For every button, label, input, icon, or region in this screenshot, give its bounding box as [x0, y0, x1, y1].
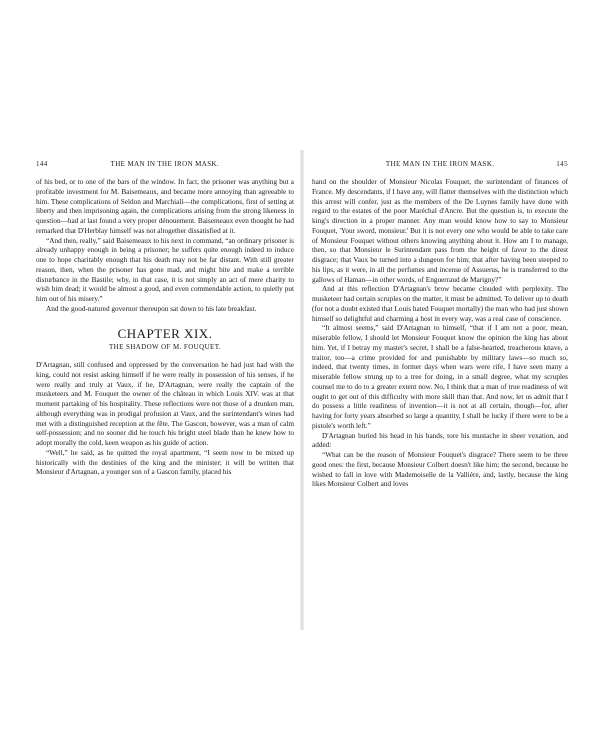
paragraph: “Well,” he said, as he quitted the royal apartment, “I seem now to be mixed up historically with the destinies of the king and the minister; it will be written that Monsieur d'Artagnan, a younger son of a Gascon family, placed his	[36, 448, 294, 477]
paragraph: “And then, really,” said Baisemeaux to his next in command, “an ordinary prisoner is already unhappy enough in being a prisoner; he suffers quite enough indeed to induce one to hope charitably enough that his death may not be far distant. With still greater reason, then, when the prisoner has gone mad, and might bite and make a terrible disturbance in the Bastile; why, in that case, it is not simply an act of mere charity to wish him dead; it would be almost a good, and even commendable action, to quietly put him out of his misery.”	[36, 236, 294, 303]
paragraph: hand on the shoulder of Monsieur Nicolas Fouquet, the surintendant of finances of France. My descendants, if I have any, will flatter themselves with the distinction which this arrest will confer, just as the members of the De Luynes family have done with regard to the estates of the poor Maréchal d'Ancre. But the question is, to execute the king's direction in a proper manner. Any man would know how to say to Monsieur Fouquet, 'Your sword, monsieur.' But it is not every one who would be able to take care of Monsieur Fouquet without others knowing anything about it. How am I to manage, then, so that Monsieur le Surintendant pass from the height of favor to the direst disgrace; that Vaux be turned into a dungeon for him; that after having been steeped to his lips, as it were, in all the perfumes and incense of Assuerus, he is transferred to the gallows of Haman—in other words, of Enguerraud de Marigny?”	[312, 178, 568, 284]
left-running-head: THE MAN IN THE IRON MASK.	[110, 160, 220, 168]
right-page-header	[312, 160, 568, 170]
chapter-subtitle: THE SHADOW OF M. FOUQUET.	[108, 343, 222, 352]
paragraph: “What can be the reason of Monsieur Fouquet's disgrace? There seem to be three good ones: the first, because Monsieur Colbert doesn't like him; the second, because he wished to fall in love with Mademoiselle de la Vallière, and, lastly, because the king likes Monsieur Colbert and loves	[312, 451, 568, 489]
chapter-title: CHAPTER XIX.	[117, 325, 213, 341]
right-page-body	[312, 178, 568, 490]
paragraph: “It almost seems,” said D'Artagnan to himself, “that if I am not a poor, mean, miserable fellow, I should let Monsieur Fouquet know the opinion the king has about him. Yet, if I betray my master's secret, I shall be a false-hearted, treacherous knave, a traitor, too—a crime provided for and punishable by military laws—so much so, indeed, that twenty times, in former days when wars were rife, I have seen many a miserable fellow strung up to a tree for doing, in a small degree, what my scruples counsel me to do to a greater extent now. No, I think that a man of true readiness of wit ought to get out of this difficulty with more skill than that. And now, let us admit that I do possess a little readiness of invention—it is not at all certain, though—for, after having for forty years absorbed so large a quantity, I shall be lucky if there were to be a pistole's worth left.”	[312, 324, 568, 430]
paragraph: D'Artagnan buried his head in his hands, tore his mustache in sheer vexation, and added:	[312, 431, 568, 450]
left-page-header	[36, 160, 294, 170]
paragraph: of his bed, or to one of the bars of the window. In fact, the prisoner was anything but a profitable investment for M. Baisemeaux, and became more annoying than agreeable to him. These complications of Seldon and Marchiali—the complications, first of setting at liberty and then imprisoning again, the complications arising from the strong likeness in question—had at last found a very proper dénouement. Baisemeaux even thought he had remarked that D'Herblay himself was not altogether dissatisfied at it.	[36, 178, 294, 235]
paragraph: D'Artagnan, still confused and oppressed by the conversation he had just had with the king, could not resist asking himself if he were really in possession of his senses, if he were really and truly at Vaux, if he, D'Artagnan, were really the captain of the musketeers and M. Fouquet the owner of the château in which Louis XIV. was at that moment partaking of his hospitality. These reflections were not those of a drunken man, although everything was in prodigal profusion at Vaux, and the surintendant's wines had met with a distinguished reception at the fête. The Gascon, however, was a man of calm self-possession; and no sooner did he touch his bright steel blade than he knew how to adopt morally the cold, keen weapon as his guide of action.	[36, 361, 294, 447]
right-page-number: 145	[556, 160, 568, 168]
paragraph: And the good-natured governor thereupon sat down to his late breakfast.	[46, 304, 257, 313]
book-gutter	[300, 150, 304, 630]
left-page-body	[36, 178, 294, 478]
right-running-head: THE MAN IN THE IRON MASK.	[385, 160, 495, 168]
right-page	[312, 160, 568, 490]
left-page-number: 144	[36, 160, 48, 168]
left-page	[36, 160, 294, 478]
paragraph: And at this reflection D'Artagnan's brow became clouded with perplexity. The musketeer had certain scruples on the matter, it must be admitted. To deliver up to death (for not a doubt existed that Louis hated Fouquet mortally) the man who had just shown himself so delightful and charming a host in every way, was a real case of conscience.	[312, 285, 568, 323]
